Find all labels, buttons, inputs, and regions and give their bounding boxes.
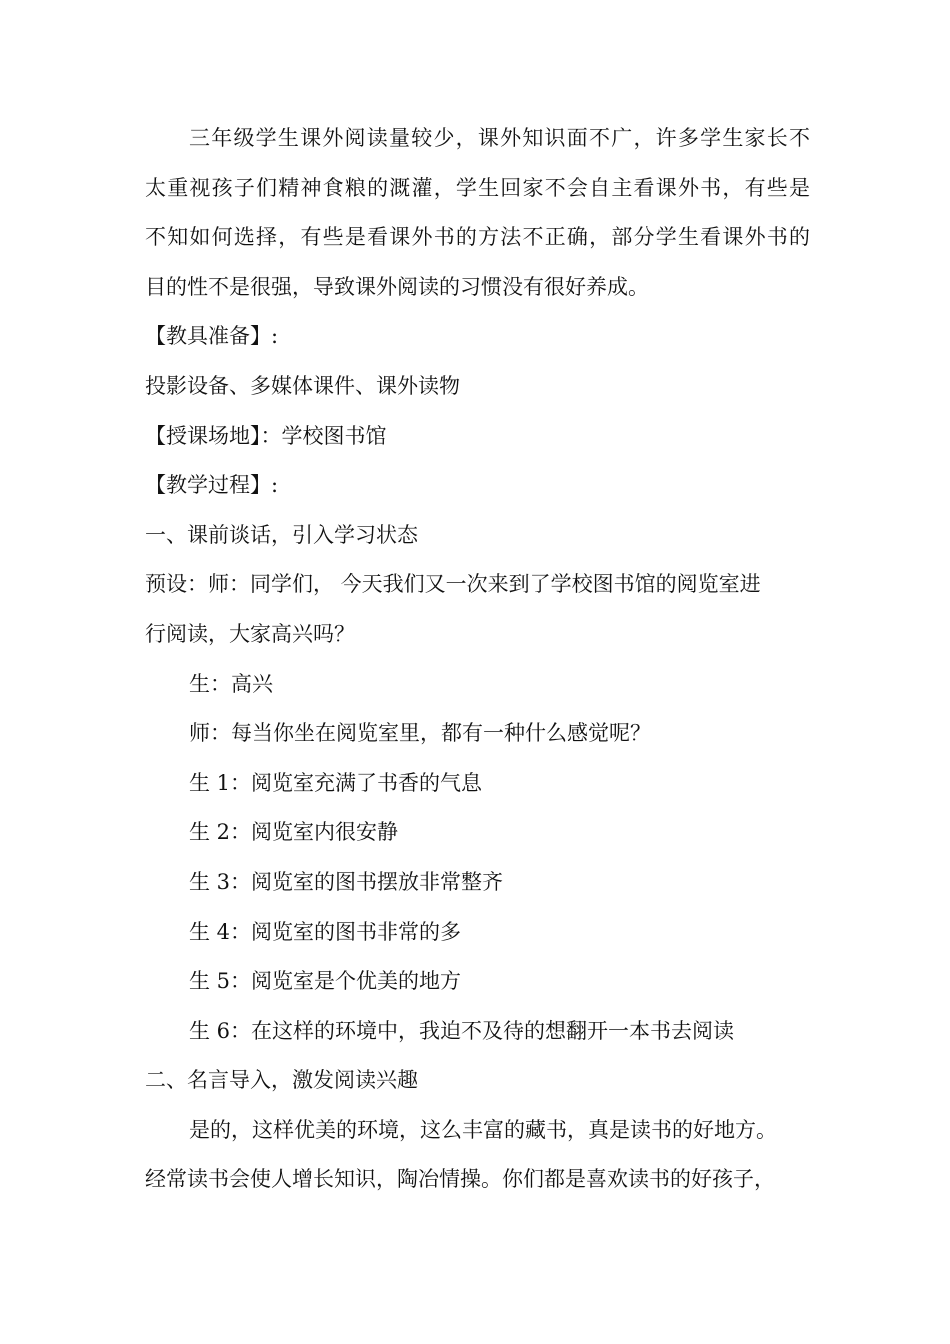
document-body bbox=[145, 114, 810, 1205]
section1-preset-line-2: 行阅读，大家高兴吗？ bbox=[145, 621, 355, 646]
tools-text: 投影设备、多媒体课件、课外读物 bbox=[145, 373, 460, 398]
section1-title: 一、课前谈话，引入学习状态 bbox=[145, 522, 418, 547]
intro-line-2: 太重视孩子们精神食粮的溉灌，学生回家不会自主看课外书，有些是 bbox=[145, 175, 810, 200]
dialogue-line-4: 生 2：阅览室内很安静 bbox=[189, 820, 399, 845]
tools-heading: 【教具准备】: bbox=[145, 324, 279, 349]
section2-title: 二、名言导入，激发阅读兴趣 bbox=[145, 1068, 418, 1093]
section2-line-2: 经常读书会使人增长知识，陶冶情操。你们都是喜欢读书的好孩子， bbox=[145, 1167, 775, 1192]
venue-line: 【授课场地】：学校图书馆 bbox=[145, 423, 387, 448]
dialogue-line-1: 生：高兴 bbox=[189, 671, 273, 696]
dialogue-line-7: 生 5：阅览室是个优美的地方 bbox=[189, 969, 462, 994]
dialogue-line-5: 生 3：阅览室的图书摆放非常整齐 bbox=[189, 869, 504, 894]
dialogue-line-8: 生 6：在这样的环境中，我迫不及待的想翻开一本书去阅读 bbox=[189, 1018, 735, 1043]
intro-line-1: 三年级学生课外阅读量较少，课外知识面不广，许多学生家长不 bbox=[189, 126, 810, 150]
dialogue-line-3: 生 1：阅览室充满了书香的气息 bbox=[189, 770, 483, 795]
section2-line-1: 是的，这样优美的环境，这么丰富的藏书，真是读书的好地方。 bbox=[189, 1117, 777, 1142]
intro-line-4: 目的性不是很强，导致课外阅读的习惯没有很好养成。 bbox=[145, 274, 649, 299]
dialogue-line-6: 生 4：阅览室的图书非常的多 bbox=[189, 919, 462, 944]
intro-line-3: 不知如何选择，有些是看课外书的方法不正确，部分学生看课外书的 bbox=[145, 225, 810, 250]
process-heading: 【教学过程】: bbox=[145, 473, 279, 498]
dialogue-line-2: 师：每当你坐在阅览室里，都有一种什么感觉呢？ bbox=[189, 721, 651, 746]
section1-preset-line-1: 预设：师：同学们， 今天我们又一次来到了学校图书馆的阅览室进 bbox=[145, 572, 761, 597]
